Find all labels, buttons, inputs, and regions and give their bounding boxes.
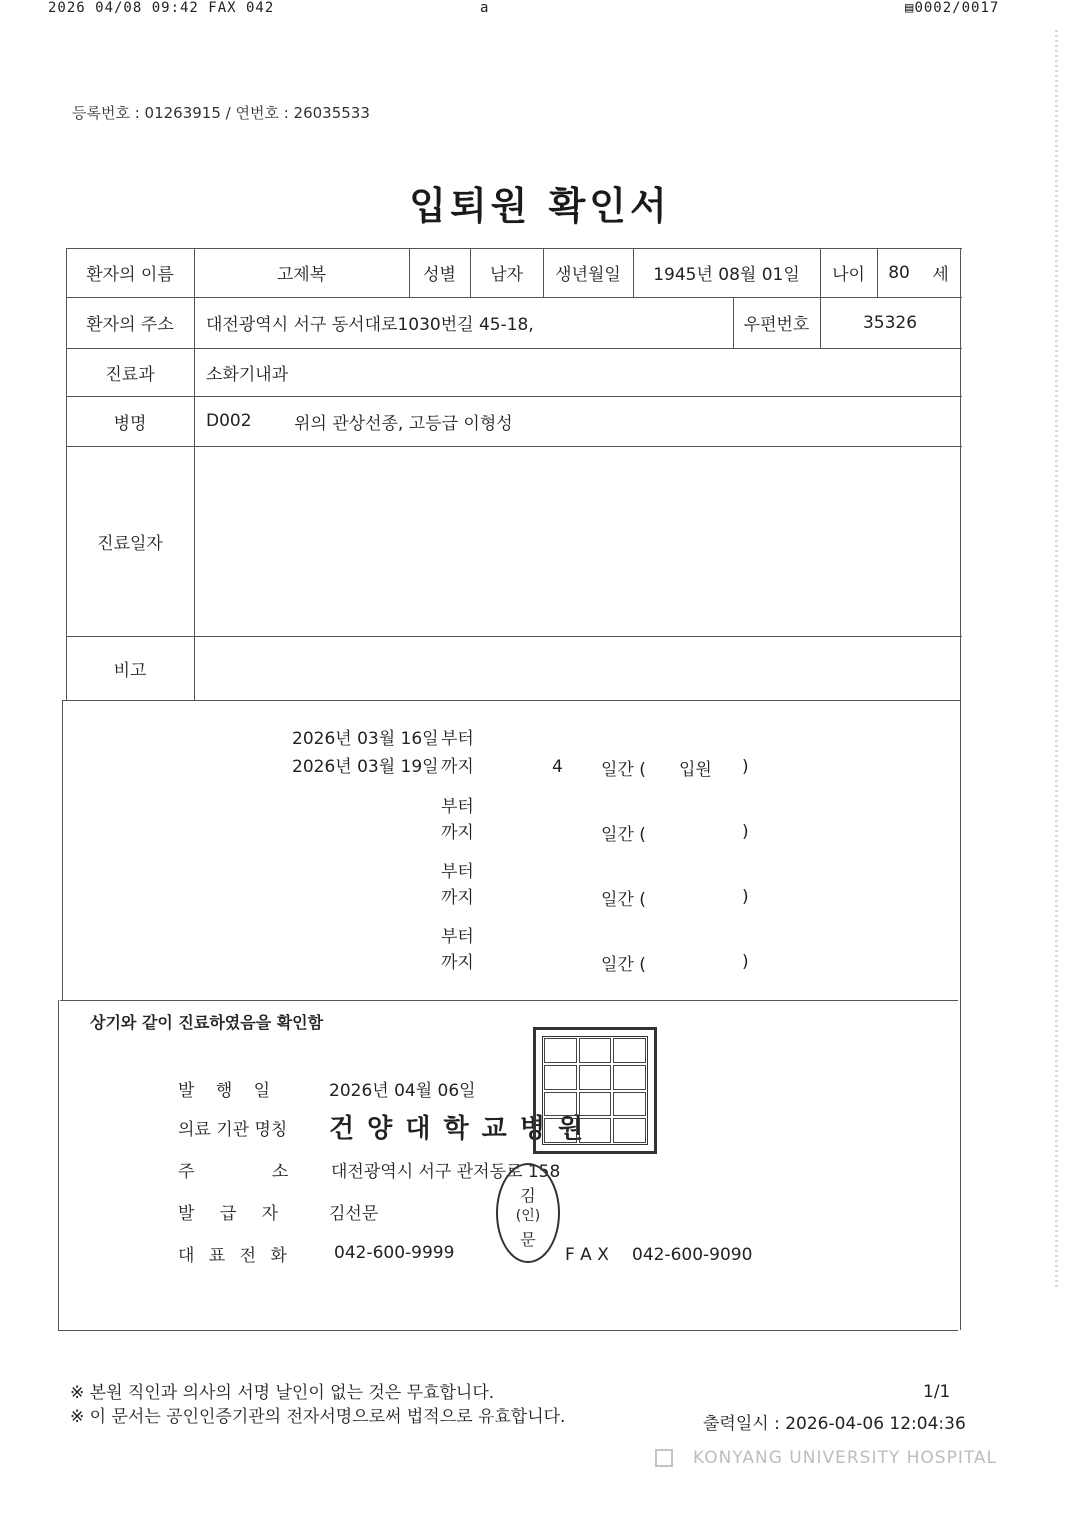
remarks-label: 비고	[113, 660, 147, 681]
fax-header-marker: a	[480, 0, 490, 16]
page-title: 입퇴원 확인서	[409, 184, 671, 228]
patient-age: 80	[888, 262, 910, 283]
period-3-days-label: 일간 (	[601, 889, 646, 910]
fax-page-icon: ▤	[905, 0, 915, 16]
period-4-to-label: 까지	[441, 952, 474, 973]
seal-char-1: 김	[520, 1186, 536, 1205]
department-label: 진료과	[105, 364, 155, 385]
department: 소화기내과	[206, 364, 289, 385]
patient-sex: 남자	[490, 265, 523, 285]
period-1-to-label: 까지	[441, 756, 474, 777]
period-4-close: )	[742, 952, 749, 972]
issue-date-label: 발 행 일	[178, 1080, 271, 1101]
fax-number: 042-600-9090	[632, 1245, 753, 1265]
period-2-from-label: 부터	[441, 796, 474, 817]
period-1-to-date: 2026년 03월 19일	[292, 756, 439, 777]
fax-header-page	[905, 0, 999, 16]
issuer-signature-seal	[496, 1163, 560, 1263]
hospital-logo-text: KONYANG UNIVERSITY HOSPITAL	[693, 1448, 998, 1468]
patient-address: 대전광역시 서구 동서대로1030번길 45-18,	[206, 315, 534, 335]
period-1-days: 4	[552, 757, 563, 777]
address-label: 환자의 주소	[86, 315, 174, 335]
phone-number: 042-600-9999	[334, 1243, 455, 1263]
print-time: 출력일시 : 2026-04-06 12:04:36	[703, 1413, 966, 1434]
age-label: 나이	[832, 265, 865, 285]
period-1-from-label: 부터	[441, 728, 474, 749]
birth-label: 생년월일	[555, 265, 621, 285]
confirmation-statement: 상기와 같이 진료하였음을 확인함	[90, 1012, 324, 1032]
patient-name: 고제복	[276, 265, 327, 285]
period-4-from-label: 부터	[441, 926, 474, 947]
period-2-to-label: 까지	[441, 822, 474, 843]
patient-name-label: 환자의 이름	[86, 265, 174, 285]
hospital-seal-stamp	[533, 1027, 657, 1154]
fax-page-number: 0002/0017	[914, 0, 1000, 16]
issuer-name: 김선문	[329, 1203, 379, 1224]
period-4-days-label: 일간 (	[601, 954, 646, 975]
zip-label: 우편번호	[743, 315, 810, 335]
address-label-issue: 주 소	[178, 1161, 289, 1182]
period-3-from-label: 부터	[441, 861, 474, 882]
fax-header-timestamp: 2026 04/08 09:42 FAX 042	[48, 0, 275, 16]
hospital-logo-icon	[655, 1449, 673, 1467]
institution-label: 의료 기관 명칭	[178, 1119, 288, 1140]
patient-zip: 35326	[862, 312, 918, 333]
period-1-type: 입원	[679, 759, 712, 780]
fax-label: F A X	[565, 1245, 609, 1265]
hospital-logo	[655, 1448, 997, 1468]
period-2-close: )	[742, 822, 749, 842]
diagnosis-label: 병명	[113, 413, 147, 434]
phone-label: 대 표 전 화	[178, 1245, 287, 1266]
seal-char-3: 문	[520, 1230, 536, 1249]
diagnosis: 위의 관상선종, 고등급 이형성	[294, 413, 513, 434]
institution-name: 건 양 대 학 교 병 원	[329, 1113, 586, 1144]
treatment-date-label: 진료일자	[97, 533, 163, 554]
registration-number: 등록번호 : 01263915 / 연번호 : 26035533	[72, 104, 370, 122]
seal-char-2: (인)	[515, 1208, 541, 1224]
footer-note-2: ※ 이 문서는 공인인증기관의 전자서명으로써 법적으로 유효합니다.	[70, 1406, 566, 1427]
period-1-days-label: 일간 (	[601, 759, 646, 780]
patient-birth: 1945년 08월 01일	[653, 265, 800, 285]
sex-label: 성별	[423, 265, 456, 285]
age-unit: 세	[932, 265, 949, 285]
footer-note-1: ※ 본원 직인과 의사의 서명 날인이 없는 것은 무효합니다.	[70, 1382, 495, 1403]
period-1-from-date: 2026년 03월 16일	[292, 728, 439, 749]
patient-age-cell	[877, 248, 960, 297]
period-2-days-label: 일간 (	[601, 824, 646, 845]
diagnosis-code: D002	[206, 411, 252, 431]
period-3-close: )	[742, 887, 749, 907]
institution-address: 대전광역시 서구 관저동로 158	[331, 1161, 561, 1182]
page-number: 1/1	[923, 1382, 951, 1402]
issuer-label: 발 급 자	[178, 1203, 279, 1224]
period-1-close: )	[742, 757, 749, 777]
period-3-to-label: 까지	[441, 887, 474, 908]
issue-date: 2026년 04월 06일	[329, 1080, 476, 1101]
